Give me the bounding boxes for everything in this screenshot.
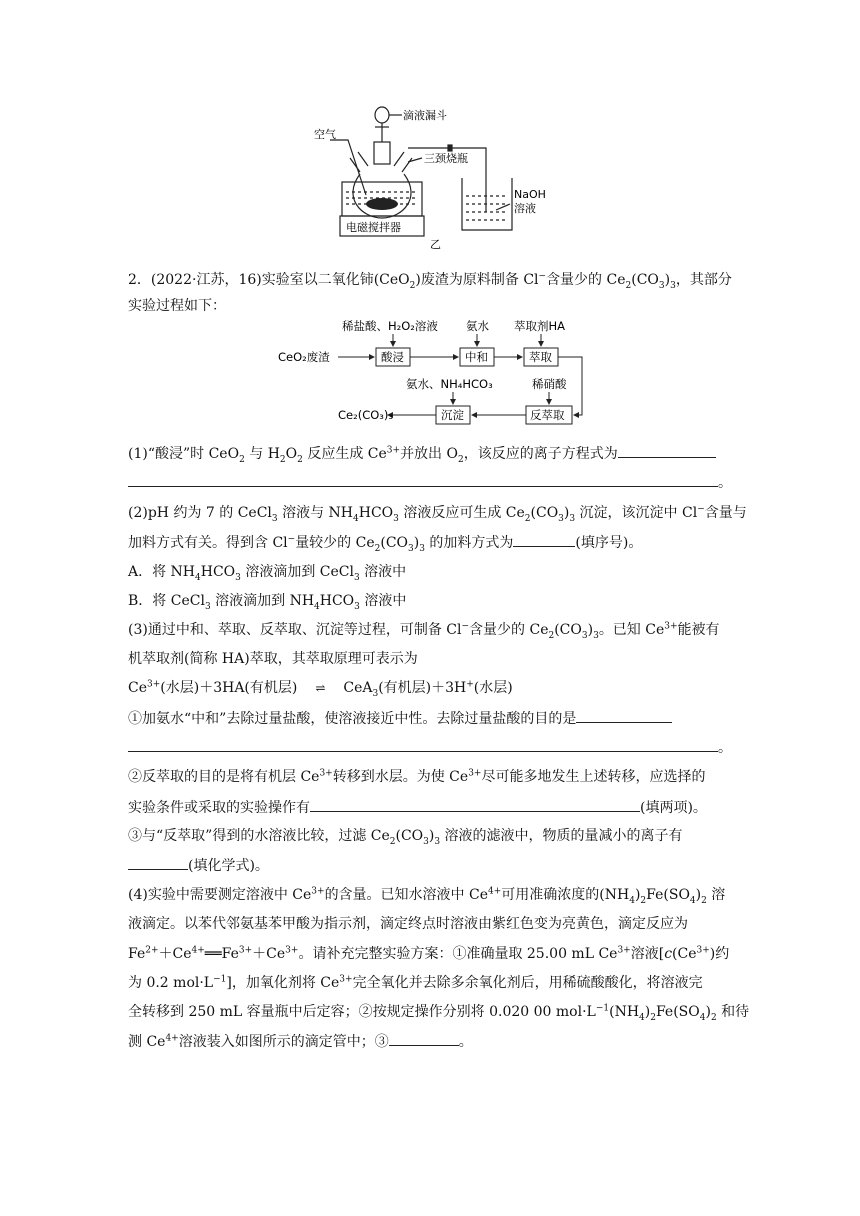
part-3-sub-3-cont: (填化学式)。 [128,855,269,876]
equilibrium-equation: $Ce^{3+}$(水层)＋3HA(有机层) ⇌ CeA$_3$(有机层)＋3H+(水层) [128,679,513,699]
option-b: B．将 CeCl$_3$ 溶液滴加到 $NH_4HCO_3$ 溶液中 [128,593,407,612]
question-2-intro: 2．(2022·江苏，16)实验室以二氧化铈(CeO$_2$)废渣为原料制备 Cl−含量少的 $Ce_2(CO_3)_3$，其部分 [128,271,732,291]
flow-reagent-1: 稀盐酸、H₂O₂溶液 [342,319,438,333]
part-3-cont: 机萃取剂(简称 HA)萃取，其萃取原理可表示为 [128,651,418,667]
flow-step-neutralize: 中和 [465,350,488,364]
flow-product: Ce₂(CO₃)₃ [338,408,393,422]
air-label: 空气 [314,128,336,141]
flask-label: 三颈烧瓶 [424,152,468,165]
part-4-line-4: 为 0.2 $mol\cdot L^{-1}$]，加氧化剂将 $Ce^{3+}$完全氧化并去除多余氧化剂后，用稀硫酸酸化，将溶液完 [128,974,703,991]
process-flowchart [270,318,600,430]
part-4-line-3: $Fe^{2+}+Ce^{4+}══Fe^{3+}+Ce^{3+}$。请补充完整实验方案：①准确量取 25.00 mL $Ce^{3+}$溶液[$c(Ce^{3+})$约 [128,945,730,962]
part-2: (2)pH 约为 7 的 CeCl$_3$ 溶液与 $NH_4HCO_3$ 溶液反应可生成 $Ce_2(CO_3)_3$ 沉淀，该沉淀中 Cl−含量与 [128,504,747,524]
part-4-line-2: 液滴定。以苯代邻氨基苯甲酸为指示剂，滴定终点时溶液由紫红色变为亮黄色，滴定反应为 [128,916,688,932]
part-1-blank: 。 [128,472,732,493]
part-3-sub-1-blank: 。 [128,737,732,758]
flow-step-back-extract: 反萃取 [530,408,565,422]
part-3-sub-1: ①加氨水“中和”去除过量盐酸，使溶液接近中性。去除过量盐酸的目的是 [128,708,672,729]
flow-reagent-2: 氨水 [466,319,489,333]
question-2-intro-cont: 实验过程如下： [128,298,226,314]
flow-start: CeO₂废渣 [278,350,330,364]
part-4-line-5: 全转移到 250 mL 容量瓶中后定容；②按规定操作分别将 0.020 00 $mol\cdot L^{-1}(NH_4)_2Fe(SO_4)_2$ 和待 [128,1003,750,1023]
flow-reagent-5: 稀硝酸 [532,377,567,391]
part-3: (3)通过中和、萃取、反萃取、沉淀等过程，可制备 Cl−含量少的 $Ce_2(CO_3)_3$。已知 $Ce^{3+}$能被有 [128,621,720,641]
flow-reagent-4: 氨水、NH₄HCO₃ [406,377,493,391]
apparatus-diagram [300,100,560,250]
option-a: A．将 $NH_4HCO_3$ 溶液滴加到 CeCl$_3$ 溶液中 [128,564,407,583]
figure-caption: 乙 [430,238,441,250]
part-4: (4)实验中需要测定溶液中 $Ce^{3+}$的含量。已知水溶液中 $Ce^{4+}$可用准确浓度的$(NH_4)_2Fe(SO_4)_2$ 溶 [128,886,726,906]
flow-reagent-3: 萃取剂HA [514,319,566,333]
stirrer-label: 电磁搅拌器 [346,221,401,234]
naoh-label: NaOH [514,188,546,201]
flow-step-extract: 萃取 [529,350,552,364]
part-4-line-6: 测 $Ce^{4+}$溶液装入如图所示的滴定管中；③ 。 [128,1031,473,1052]
part-1: (1)“酸浸”时 CeO$_2$ 与 $H_2O_2$ 反应生成 $Ce^{3+}$并放出 $O_2$，该反应的离子方程式为 [128,443,716,464]
part-3-sub-3: ③与“反萃取”得到的水溶液比较，过滤 $Ce_2(CO_3)_3$ 溶液的滤液中，物质的量减小的离子有 [128,828,683,847]
part-3-sub-2-cont: 实验条件或采取的实验操作有 (填两项)。 [128,797,707,818]
part-3-sub-2: ②反萃取的目的是将有机层 $Ce^{3+}$转移到水层。为使 $Ce^{3+}$尽可能多地发生上述转移，应选择的 [128,768,706,785]
funnel-label: 滴液漏斗 [403,109,447,122]
flow-step-acid-leach: 酸浸 [381,350,404,364]
solution-label: 溶液 [514,202,536,215]
flow-step-precipitate: 沉淀 [441,408,464,422]
part-2-cont: 加料方式有关。得到含 Cl−量较少的 $Ce_2(CO_3)_3$ 的加料方式为 (填序号)。 [128,532,642,553]
